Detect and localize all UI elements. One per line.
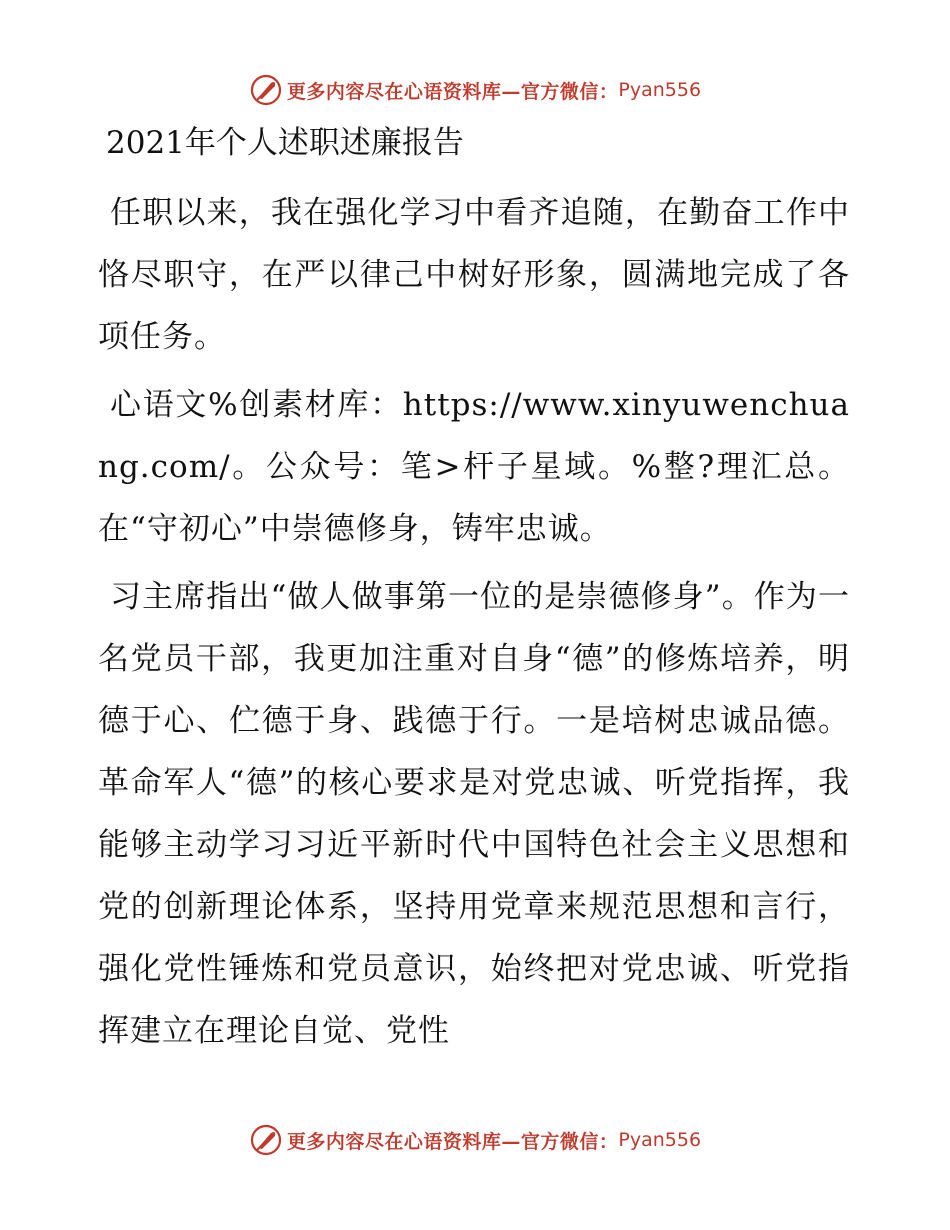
footer-wechat-id: Pyan556 xyxy=(618,1129,702,1151)
header-banner xyxy=(0,70,950,110)
document-body xyxy=(98,118,850,1068)
header-banner-text: 更多内容尽在心语资料库—官方微信： xyxy=(286,80,619,103)
footer-banner-text: 更多内容尽在心语资料库—官方微信： xyxy=(286,1130,619,1153)
quill-logo-icon xyxy=(249,73,283,107)
paragraph-2: 心语文%创素材库：https://www.xinyuwenchuang.com/。公众号：笔>杆子星域。%整?理汇总。在“守初心”中崇德修身，铸牢忠诚。 xyxy=(98,387,850,547)
footer-banner xyxy=(0,1120,950,1160)
document-title: 2021年个人述职述廉报告 xyxy=(106,125,464,161)
paragraph-3: 习主席指出“做人做事第一位的是崇德修身”。作为一名党员干部，我更加注重对自身“德”的修炼培养，明德于心、伫德于身、践德于行。一是培树忠诚品德。革命军人“德”的核心要求是对党忠诚、听党指挥，我能够主动学习习近平新时代中国特色社会主义思想和党的创新理论体系，坚持用党章来规范思想和言行，强化党性锤炼和党员意识，始终把对党忠诚、听党指挥建立在理论自觉、党性 xyxy=(98,579,850,1049)
header-wechat-id: Pyan556 xyxy=(618,79,702,101)
quill-logo-icon xyxy=(249,1123,283,1157)
paragraph-1: 任职以来，我在强化学习中看齐追随，在勤奋工作中恪尽职守，在严以律己中树好形象，圆满地完成了各项任务。 xyxy=(98,195,850,355)
